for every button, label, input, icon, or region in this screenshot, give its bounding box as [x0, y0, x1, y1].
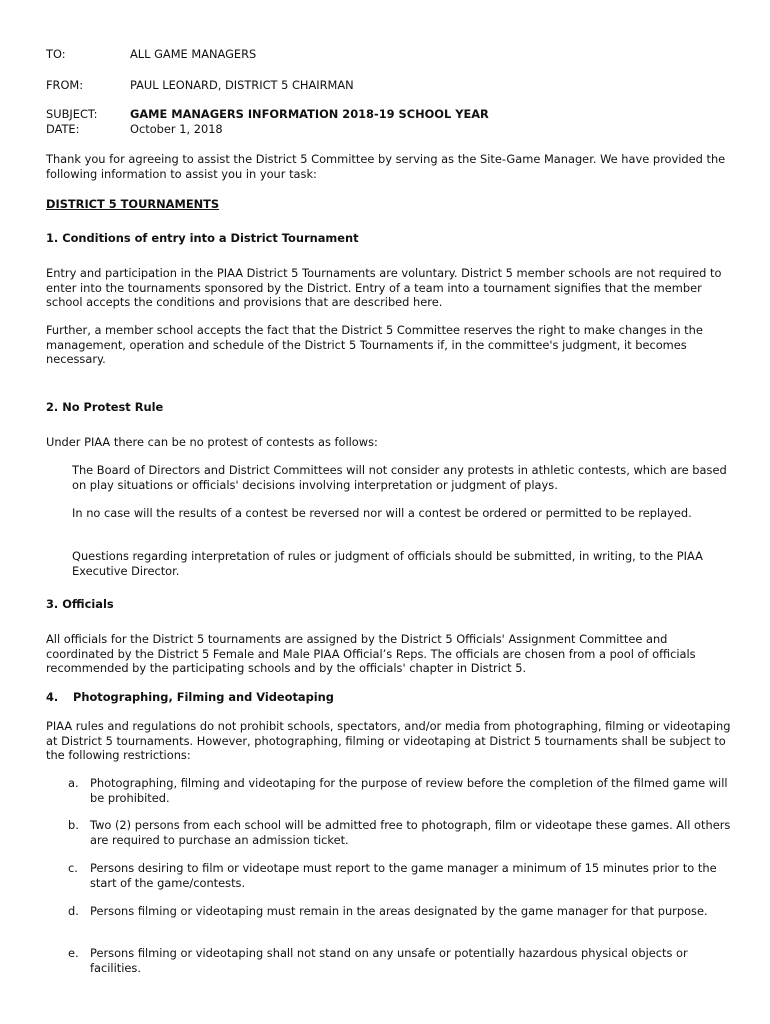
s2-quote-3: Questions regarding interpretation of rules or judgment of officials should be submitted, in writing, to the PIAA Executive Director.: [72, 549, 703, 578]
s3-heading: 3. Officials: [46, 597, 114, 611]
list-item: [68, 861, 736, 890]
s2-paragraph-1: Under PIAA there can be no protest of contests as follows:: [46, 435, 378, 449]
s2-quote-1: The Board of Directors and District Committees will not consider any protests in athletic contests, which are based on play situations or officials' decisions involving interpretation or judgment of plays.: [72, 463, 727, 492]
list-item-text: Persons desiring to film or videotape must report to the game manager a minimum of 15 minutes prior to the start of the game/contests.: [90, 861, 717, 890]
list-item: [68, 818, 736, 847]
section-title: DISTRICT 5 TOURNAMENTS: [46, 197, 220, 211]
list-item-marker: c.: [68, 861, 78, 875]
subject-value: GAME MANAGERS INFORMATION 2018-19 SCHOOL YEAR: [130, 107, 489, 121]
list-item-text: Two (2) persons from each school will be admitted free to photograph, film or videotape these games. All others are required to purchase an admission ticket.: [90, 818, 731, 847]
intro-paragraph: Thank you for agreeing to assist the District 5 Committee by serving as the Site-Game Manager. We have provided the following information to assist you in your task:: [46, 152, 726, 181]
s4-paragraph-1: PIAA rules and regulations do not prohibit schools, spectators, and/or media from photographing, filming or videotaping at District 5 tournaments. However, photographing, filming or videotaping at District 5 tournaments shall be subject to the following restrictions:: [46, 719, 731, 762]
list-item-marker: b.: [68, 818, 79, 832]
subject-label: SUBJECT:: [46, 107, 98, 121]
s1-heading: 1. Conditions of entry into a District Tournament: [46, 231, 359, 245]
date-label: DATE:: [46, 122, 80, 136]
list-item-text: Persons filming or videotaping shall not stand on any unsafe or potentially hazardous physical objects or facilities.: [90, 946, 688, 975]
from-label: FROM:: [46, 78, 84, 92]
to-label: TO:: [46, 47, 66, 61]
s4-heading: Photographing, Filming and Videotaping: [73, 690, 334, 704]
list-item-marker: d.: [68, 904, 79, 918]
date-value: October 1, 2018: [130, 122, 223, 136]
s3-paragraph-1: All officials for the District 5 tournaments are assigned by the District 5 Officials' Assignment Committee and coordinated by the District 5 Female and Male PIAA Official’s Reps. The officials are chosen from a pool of officials recommended by the participating schools and by the officials' chapter in District 5.: [46, 632, 696, 675]
list-item: [68, 946, 736, 975]
list-item-marker: a.: [68, 776, 79, 790]
s2-quote-2: In no case will the results of a contest be reversed nor will a contest be ordered or permitted to be replayed.: [72, 506, 692, 520]
list-item-text: Persons filming or videotaping must remain in the areas designated by the game manager for that purpose.: [90, 904, 708, 918]
s2-heading: 2. No Protest Rule: [46, 400, 164, 414]
list-item: [68, 904, 736, 919]
list-item-marker: e.: [68, 946, 79, 960]
s1-paragraph-2: Further, a member school accepts the fact that the District 5 Committee reserves the right to make changes in the management, operation and schedule of the District 5 Tournaments if, in the committee's judgment, it becomes necessary.: [46, 323, 703, 366]
list-item-text: Photographing, filming and videotaping for the purpose of review before the completion of the filmed game will be prohibited.: [90, 776, 728, 805]
s1-paragraph-1: Entry and participation in the PIAA District 5 Tournaments are voluntary. District 5 member schools are not required to enter into the tournaments sponsored by the District. Entry of a team into a tournament signifies that the member school accepts the conditions and provisions that are described here.: [46, 266, 722, 309]
s4-number: 4.: [46, 690, 59, 704]
to-value: ALL GAME MANAGERS: [130, 47, 257, 61]
from-value: PAUL LEONARD, DISTRICT 5 CHAIRMAN: [130, 78, 354, 92]
list-item: [68, 776, 736, 805]
